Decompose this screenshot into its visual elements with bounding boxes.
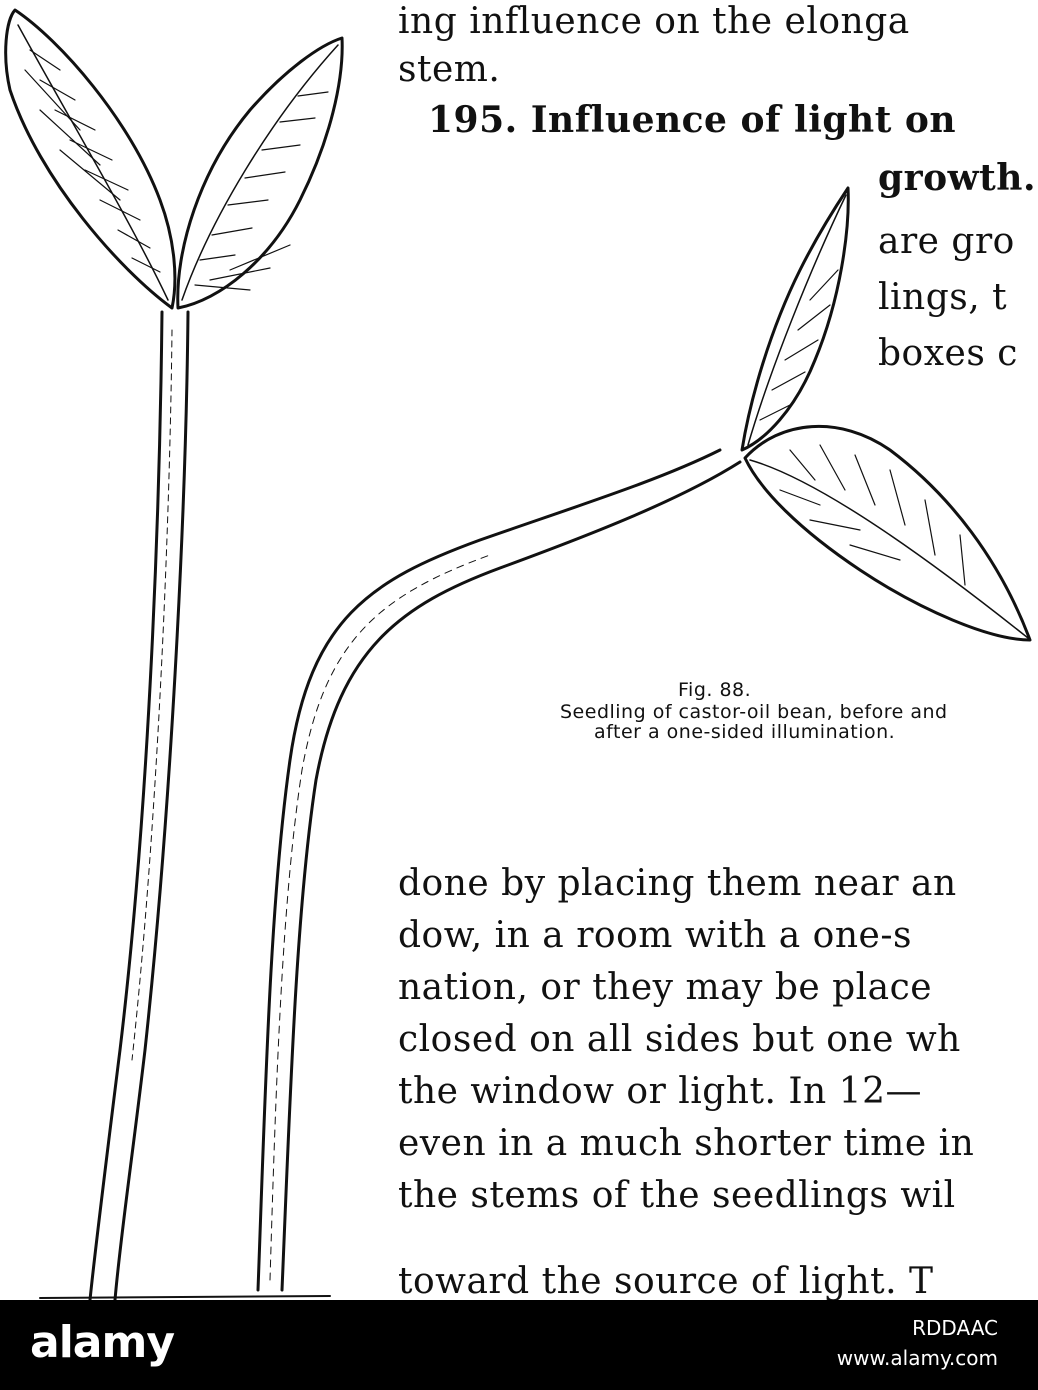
body-text-line-partial: ing influence on the elonga xyxy=(398,1,910,42)
section-heading: 195. Influence of light on xyxy=(428,99,957,141)
body-text-line: even in a much shorter time in xyxy=(398,1123,975,1164)
body-text-column-line: boxes c xyxy=(878,333,1018,374)
body-text-line: closed on all sides but one wh xyxy=(398,1019,961,1060)
body-text-line: done by placing them near an xyxy=(398,863,957,904)
figure-caption-line: Seedling of castor-oil bean, before and xyxy=(560,701,948,723)
upright-seedling-drawing xyxy=(6,10,342,1300)
image-id-label: RDDAAC xyxy=(912,1316,998,1340)
section-heading-continued: growth. xyxy=(878,157,1036,199)
body-text-line: dow, in a room with a one-s xyxy=(398,915,912,956)
body-text-stem-line: stem. xyxy=(398,49,501,90)
alamy-logo: alamy xyxy=(30,1317,174,1368)
body-text-line: the window or light. In 12— xyxy=(398,1071,922,1112)
body-text-line: toward the source of light. T xyxy=(398,1261,934,1300)
body-text-line: the stems of the seedlings wil xyxy=(398,1175,956,1216)
watermark-footer xyxy=(0,1300,1038,1390)
figure-label: Fig. 88. xyxy=(678,679,752,701)
body-text-column-line: lings, t xyxy=(878,277,1008,318)
site-url-label: www.alamy.com xyxy=(836,1346,998,1370)
body-text-column-line: are gro xyxy=(878,221,1015,262)
body-text-line: nation, or they may be place xyxy=(398,967,933,1008)
figure-caption-line: after a one-sided illumination. xyxy=(594,721,896,743)
